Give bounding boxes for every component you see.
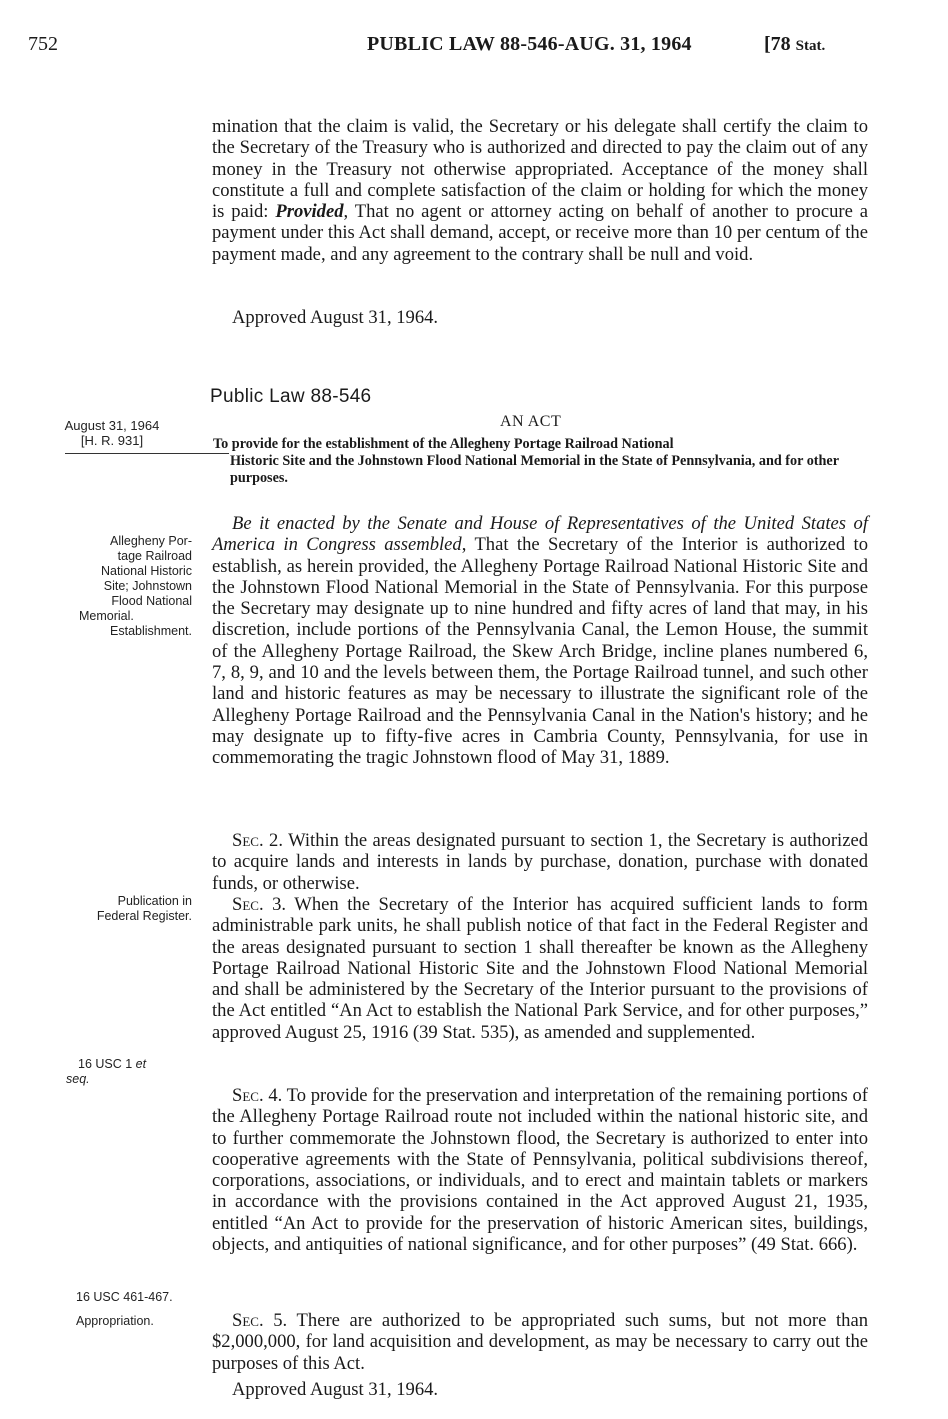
- margin-note-usc-2: [76, 1290, 216, 1329]
- enactment-date: August 31, 1964: [64, 418, 160, 433]
- act-purpose-line2: Historic Site and the Johnstown Flood National Memorial in the State of Pennsylvania, and for other purposes.: [230, 452, 839, 486]
- section-4-body: To provide for the preservation and interpretation of the remaining portions of the Allegheny Portage Railroad route not included within the national historic site, and to further commemorate the Johnstown flood, the Secretary is authorized to enter into cooperative agreements with the State of Pennsylvania, political subdivisions thereof, corporations, associations, or individuals, and to erect and maintain tablets or markers in accordance with the provisions contained in the Act approved August 21, 1935, entitled “An Act to provide for the preservation of historic American sites, buildings, objects, and antiquities of national significance, and for other purposes” (49 Stat. 666).: [212, 1085, 868, 1256]
- margin-line: Site; Johnstown: [103, 579, 192, 593]
- margin-line: Memorial.: [79, 609, 134, 623]
- margin-line: tage Railroad: [117, 549, 192, 563]
- act-purpose: [213, 436, 868, 486]
- margin-note-establishment: [26, 534, 192, 639]
- section-4-label: Sec. 4.: [232, 1085, 283, 1106]
- act-purpose-line1: To provide for the establishment of the Allegheny Portage Railroad National: [213, 436, 674, 452]
- section-3-label: Sec. 3.: [232, 894, 287, 915]
- running-title: PUBLIC LAW 88-546-AUG. 31, 1964: [367, 33, 692, 55]
- section-1-body: , That the Secretary of the Interior is authorized to establish, as herein provided, the Allegheny Portage Railroad National Historic Site and the Johnstown Flood National Memorial in the State of Pennsylvania. For this purpose the Secretary may designate up to nine hundred and fifty acres of land that may, in his discretion, include portions of the Pennsylvania Canal, the Lemon House, the summit of the Allegheny Portage Railroad, the Skew Arch Bridge, incline planes numbered 6, 7, 8, 9, and 10 and the levels between them, the Portage Railroad tunnel, and such other land and historic features as may be necessary to illustrate the significant role of the Allegheny Portage Railroad and the Pennsylvania Canal in the Nation's history; and he may designate up to fifty-five acres in Cambria County, Pennsylvania, for use in commemorating the tragic Johnstown flood of May 31, 1889.: [212, 534, 868, 769]
- statute-bracket: [78: [764, 33, 796, 55]
- statute-label: Stat.: [795, 38, 826, 54]
- prior-act-text-before: mination that the claim is valid, the Secretary or his delegate shall certify the claim to the Secretary of the Treasury who is authorized and directed to pay the claim out of any money in the Treasury not otherwise appropriated. Acceptance of the money shall constitute a full and complete satisfaction of the claim or holding for which the money is paid:: [212, 116, 868, 223]
- usc-cite-italic: seq.: [66, 1072, 90, 1086]
- prior-act-approved: Approved August 31, 1964.: [232, 307, 439, 328]
- proviso-word: Provided: [275, 201, 344, 223]
- prior-act-text-after: , That no agent or attorney acting on behalf of another to procure a payment under this Act shall demand, accept, or receive more than 10 per centum of the payment made, and any agreement to the contrary shall be null and void.: [212, 201, 868, 265]
- margin-note-usc-1: [66, 1057, 178, 1087]
- statute-volume: [764, 32, 825, 58]
- section-2: [212, 830, 868, 894]
- margin-line: Establishment.: [110, 624, 192, 638]
- bill-number: [H. R. 931]: [80, 433, 144, 448]
- margin-note-publication: [26, 894, 192, 924]
- margin-line: Allegheny Por-: [110, 534, 192, 548]
- margin-line: Flood National: [111, 594, 192, 608]
- usc-cite: 16 USC 461-467.: [76, 1290, 173, 1304]
- date-divider: [65, 453, 229, 454]
- usc-cite-italic: et: [135, 1057, 147, 1071]
- margin-line: National Historic: [100, 564, 192, 578]
- margin-line: Publication in: [117, 894, 192, 908]
- law-approved: Approved August 31, 1964.: [232, 1379, 439, 1400]
- section-3-body: When the Secretary of the Interior has acquired sufficient lands to form administrable park units, he shall publish notice of that fact in the Federal Register and the areas designated pursuant to section 1 shall thereafter be known as the Allegheny Portage Railroad National Historic Site and the Johnstown Flood National Memorial and shall be administered by the Secretary of the Interior pursuant to the provisions of the Act entitled “An Act to establish the National Park Service, and for other purposes,” approved August 25, 1916 (39 Stat. 535), as amended and supplemented.: [212, 894, 868, 1043]
- margin-line: [66, 1072, 178, 1087]
- public-law-heading: Public Law 88-546: [210, 386, 372, 407]
- act-label: AN ACT: [500, 413, 562, 430]
- margin-note-date: [30, 418, 194, 454]
- section-5: [212, 1310, 868, 1374]
- usc-cite: 16 USC 1: [78, 1057, 136, 1071]
- section-2-label: Sec. 2.: [232, 830, 283, 851]
- section-3: [212, 894, 868, 1043]
- section-2-body: Within the areas designated pursuant to section 1, the Secretary is authorized to acquire lands and interests in lands by purchase, donation, purchase with donated funds, or otherwise.: [212, 830, 868, 894]
- margin-line: [78, 1057, 178, 1072]
- section-5-label: Sec. 5.: [232, 1310, 288, 1331]
- section-5-body: There are authorized to be appropriated such sums, but not more than $2,000,000, for land acquisition and development, as may be necessary to carry out the purposes of this Act.: [212, 1310, 868, 1374]
- page-number: 752: [28, 33, 58, 55]
- margin-line: Appropriation.: [76, 1314, 154, 1328]
- margin-line: Federal Register.: [96, 909, 192, 923]
- section-4: [212, 1085, 868, 1255]
- enacting-clause: Be it enacted by the Senate and House of Representatives of the United States of America in Congress assembled: [212, 513, 868, 556]
- prior-act-text: [212, 116, 868, 265]
- section-1: [212, 513, 868, 769]
